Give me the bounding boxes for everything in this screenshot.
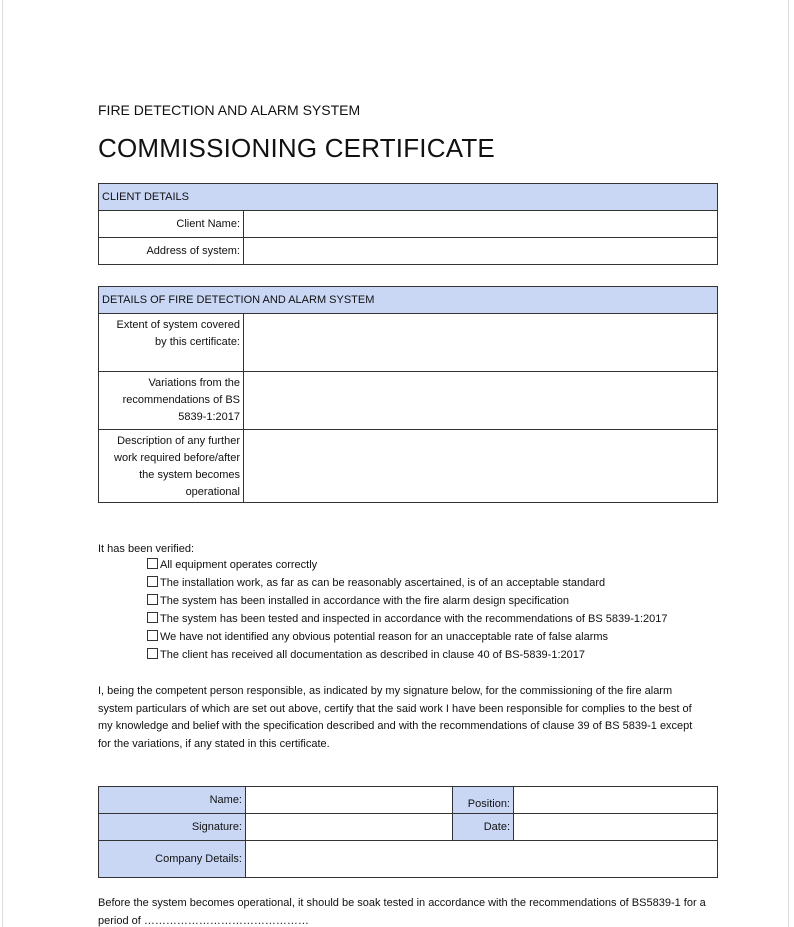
checklist-item[interactable]: The system has been tested and inspected in accordance with the recommendations of BS 5839-1:2017 [147,612,668,625]
checkbox[interactable] [147,576,158,587]
client-details-header: CLIENT DETAILS [99,184,718,211]
extent-field[interactable] [244,314,718,372]
signature-field[interactable] [246,814,453,841]
company-details-field[interactable] [246,841,718,878]
checklist-item[interactable]: The client has received all documentation as described in clause 40 of BS-5839-1:2017 [147,648,585,661]
variations-label: Variations from the recommendations of BS 5839-1:2017 [99,372,244,430]
page-edge-left [2,0,3,927]
checklist-item[interactable]: The installation work, as far as can be reasonably ascertained, is of an acceptable standard [147,576,605,589]
checklist-item[interactable]: We have not identified any obvious potential reason for an unacceptable rate of false alarms [147,630,608,643]
checkbox[interactable] [147,612,158,623]
checkbox[interactable] [147,594,158,605]
signoff-table [98,786,718,878]
company-details-label: Company Details: [99,841,246,878]
name-field[interactable] [246,787,453,814]
position-field[interactable] [514,787,718,814]
soak-test-note: Before the system becomes operational, it should be soak tested in accordance with the recommendations of BS5839-1 for a period of ……………………………………… [98,897,706,927]
date-label: Date: [453,814,514,841]
address-field[interactable] [244,238,718,265]
declaration-paragraph: I, being the competent person responsible, as indicated by my signature below, for the commissioning of the fire alarm system particulars of which are set out above, certify that the said work I have been responsible for complies to the best of my knowledge and belief with the specification described and with the recommendations of clause 39 of BS 5839-1 except for the variations, if any stated in this certificate. [98,685,693,750]
position-label: Position: [453,787,514,814]
further-work-label: Description of any further work required before/after the system becomes operational [99,430,244,503]
address-label: Address of system: [99,238,244,265]
verified-intro: It has been verified: [98,543,195,555]
checkbox[interactable] [147,630,158,641]
signature-label: Signature: [99,814,246,841]
checklist-item[interactable]: All equipment operates correctly [147,558,317,571]
date-field[interactable] [514,814,718,841]
checkbox[interactable] [147,648,158,659]
system-details-header: DETAILS OF FIRE DETECTION AND ALARM SYSTEM [99,287,718,314]
variations-field[interactable] [244,372,718,430]
extent-label: Extent of system covered by this certificate: [99,314,244,372]
system-details-table [98,286,718,503]
client-name-label: Client Name: [99,211,244,238]
document-subtitle: FIRE DETECTION AND ALARM SYSTEM [98,102,361,118]
client-name-field[interactable] [244,211,718,238]
checklist-item[interactable]: The system has been installed in accordance with the fire alarm design specification [147,594,569,607]
document-title: COMMISSIONING CERTIFICATE [98,133,495,163]
checkbox[interactable] [147,558,158,569]
name-label: Name: [99,787,246,814]
further-work-field[interactable] [244,430,718,503]
page-edge-right [788,0,789,927]
client-details-table [98,183,718,265]
